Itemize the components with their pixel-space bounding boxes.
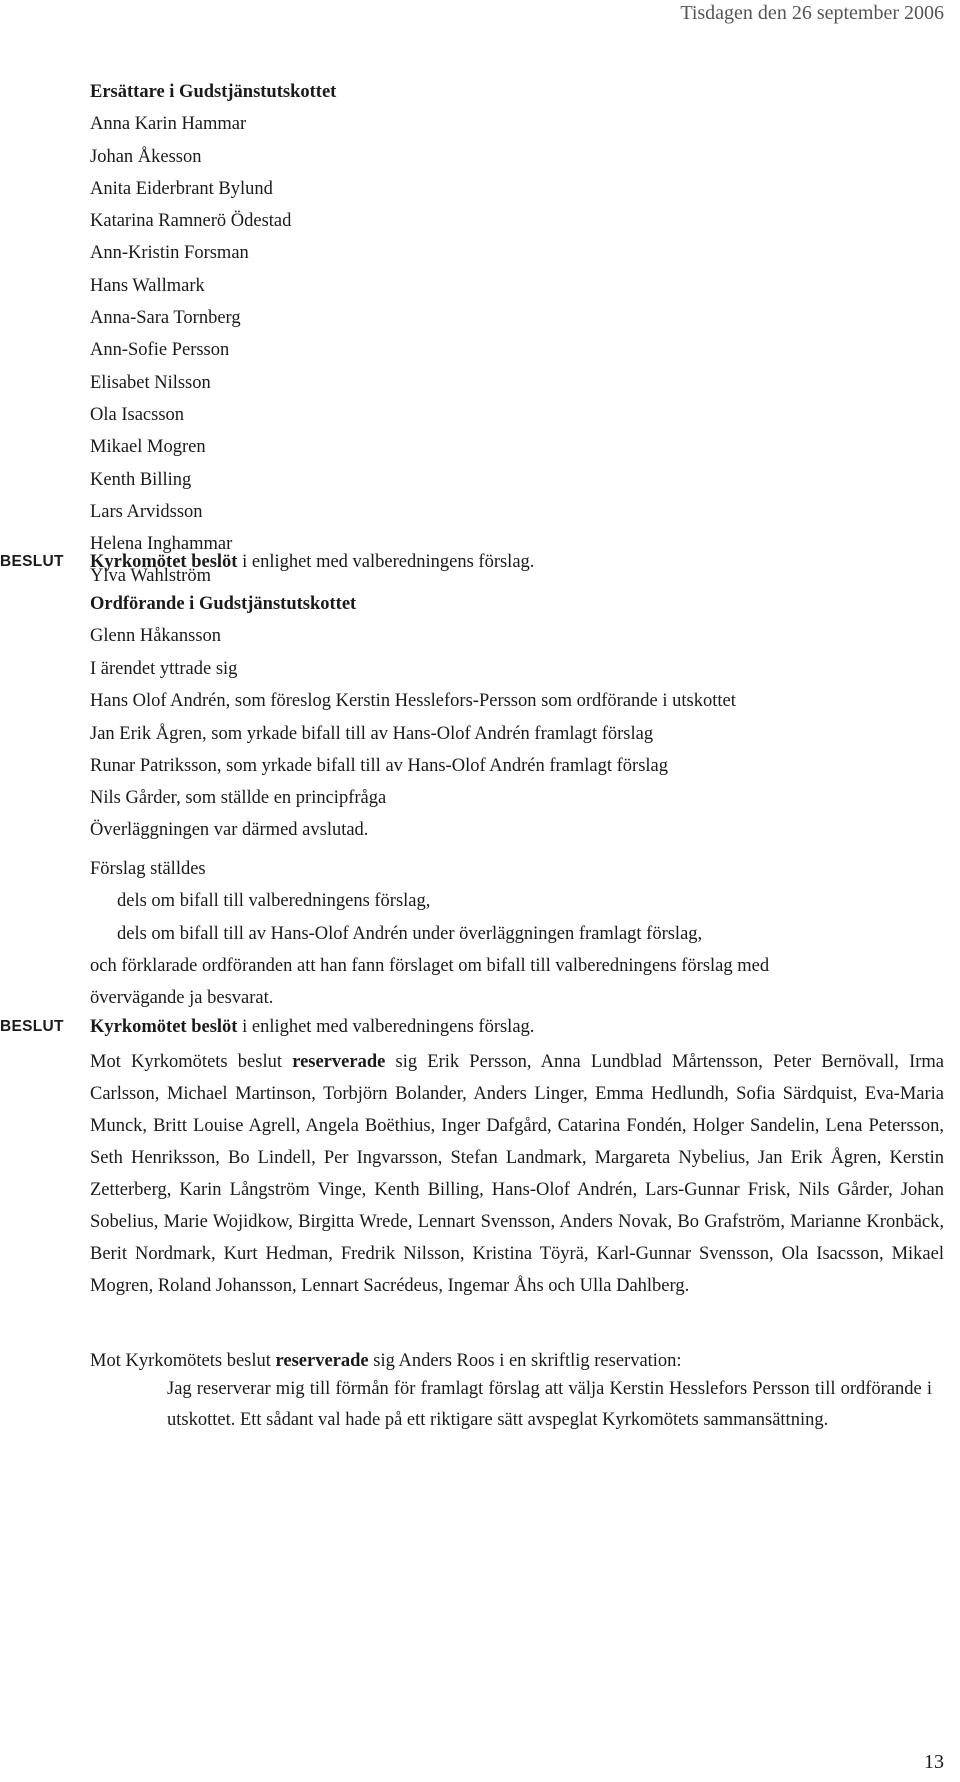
decision-text: [90, 1011, 946, 1043]
debate-intro: I ärendet yttrade sig: [90, 659, 238, 679]
substitutes-section: [90, 76, 946, 593]
page-number: 13: [924, 1751, 944, 1773]
speaker-line: Hans Olof Andrén, som föreslog Kerstin Hesslefors-Persson som ordförande i utskottet: [90, 691, 736, 712]
proposals-conclusion-line: övervägande ja besvarat.: [90, 988, 274, 1009]
proposal-item: dels om bifall till valberedningens förslag,: [117, 891, 431, 912]
substitutes-heading: Ersättare i Gudstjänstutskottet: [90, 82, 337, 102]
reservation-paragraph: [90, 1046, 944, 1302]
substitute-name: Anna-Sara Tornberg: [90, 308, 241, 329]
decision-text: [90, 546, 946, 578]
substitutes-list: [90, 108, 946, 592]
substitute-name: Ola Isacsson: [90, 404, 185, 425]
substitute-name: Hans Wallmark: [90, 275, 205, 296]
decision-tag: BESLUT: [0, 553, 64, 570]
substitute-name: Anna Karin Hammar: [90, 114, 247, 135]
decision-tag: BESLUT: [0, 1018, 64, 1035]
decision-bold: Kyrkomötet beslöt: [90, 552, 238, 572]
debate-section: [90, 653, 946, 814]
chair-heading: Ordförande i Gudstjänstutskottet: [90, 594, 357, 614]
written-reservation-intro: [90, 1345, 946, 1377]
substitute-name: Kenth Billing: [90, 469, 192, 490]
reservation-bold: reserverade: [275, 1351, 369, 1371]
substitute-name: Lars Arvidsson: [90, 501, 203, 522]
substitute-name: Johan Åkesson: [90, 146, 202, 167]
substitute-name: Elisabet Nilsson: [90, 372, 211, 393]
chair-section: [90, 588, 946, 653]
proposals-intro: Förslag ställdes: [90, 859, 206, 879]
speaker-line: Nils Gårder, som ställde en principfråga: [90, 788, 387, 809]
reservation-pre: Mot Kyrkomötets beslut: [90, 1351, 276, 1371]
decision-bold: Kyrkomötet beslöt: [90, 1017, 238, 1037]
page-header-date: Tisdagen den 26 september 2006: [680, 2, 944, 24]
reservation-post: sig Anders Roos i en skriftlig reservation:: [368, 1351, 682, 1371]
debate-closed: Överläggningen var därmed avslutad.: [90, 820, 369, 840]
substitute-name: Anita Eiderbrant Bylund: [90, 178, 273, 199]
chair-name: Glenn Håkansson: [90, 626, 222, 647]
reservation-pre: Mot Kyrkomötets beslut: [90, 1052, 293, 1072]
proposals-section: [90, 853, 946, 1014]
decision-rest: i enlighet med valberedningens förslag.: [237, 1017, 535, 1037]
substitute-name: Mikael Mogren: [90, 437, 206, 458]
substitute-name: Katarina Ramnerö Ödestad: [90, 211, 292, 232]
speaker-line: Jan Erik Ågren, som yrkade bifall till av Hans-Olof Andrén framlagt förslag: [90, 723, 654, 744]
speaker-line: Runar Patriksson, som yrkade bifall till av Hans-Olof Andrén framlagt förslag: [90, 755, 668, 776]
decision-rest: i enlighet med valberedningens förslag.: [237, 552, 535, 572]
substitute-name: Ylva Wahlström: [90, 566, 211, 587]
reservation-names: sig Erik Persson, Anna Lundblad Mårtensson, Peter Bernövall, Irma Carlsson, Michael Martinson, Torbjörn Bolander, Anders Linger, Emma Hedlundh, Sofia Särdquist, Eva-Maria Munck, Britt Louise Agrell, Angela Boëthius, Inger Dafgård, Catarina Fondén, Holger Sandelin, Lena Petersson, Seth Henriksson, Bo Lindell, Per Ingvarsson, Stefan Landmark, Margareta Nybelius, Jan Erik Ågren, Kerstin Zetterberg, Karin Långström Vinge, Kenth Billing, Hans-Olof Andrén, Lars-Gunnar Frisk, Nils Gårder, Johan Sobelius, Marie Wojidkow, Birgitta Wrede, Lennart Svensson, Anders Novak, Bo Grafström, Marianne Kronbäck, Berit Nordmark, Kurt Hedman, Fredrik Nilsson, Kristina Töyrä, Karl-Gunnar Svensson, Ola Isacsson, Mikael Mogren, Roland Johansson, Lennart Sacrédeus, Ingemar Åhs och Ulla Dahlberg.: [90, 1052, 944, 1296]
proposals-conclusion-line: och förklarade ordföranden att han fann förslaget om bifall till valberedningens förslag med: [90, 955, 770, 976]
proposal-item: dels om bifall till av Hans-Olof Andrén under överläggningen framlagt förslag,: [117, 923, 703, 944]
substitute-name: Ann-Sofie Persson: [90, 340, 230, 361]
substitute-name: Helena Inghammar: [90, 534, 233, 555]
reservation-bold: reserverade: [292, 1052, 386, 1072]
substitute-name: Ann-Kristin Forsman: [90, 243, 249, 264]
written-reservation-quote: Jag reserverar mig till förmån för framlagt förslag att välja Kerstin Hesslefors Persson till ordförande i utskottet. Ett sådant val hade på ett riktigare sätt avspeglat Kyrkomötets sammansättning.: [167, 1379, 932, 1430]
